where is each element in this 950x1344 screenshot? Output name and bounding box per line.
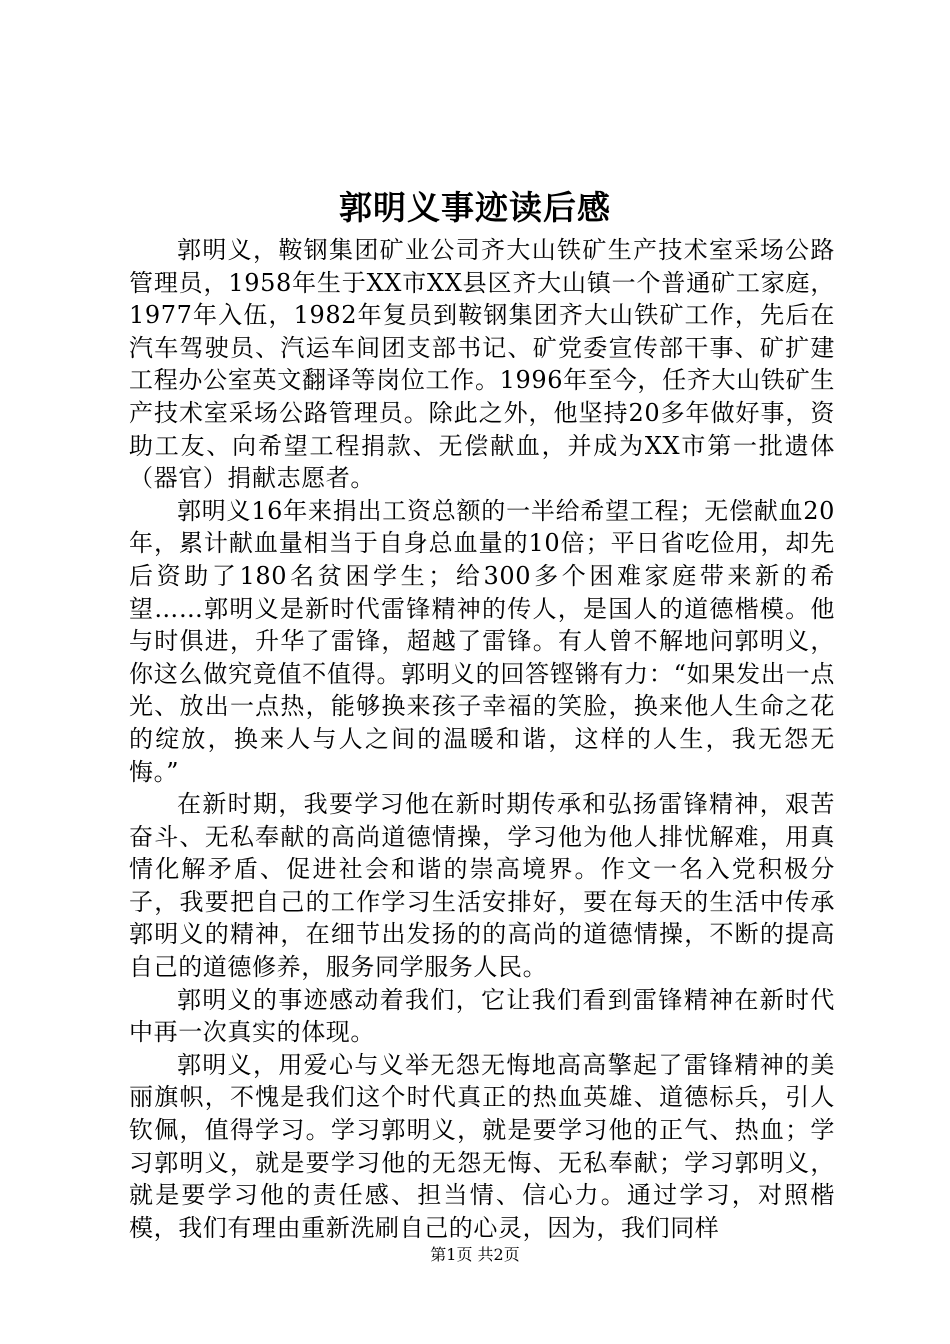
paragraph-4: 郭明义的事迹感动着我们，它让我们看到雷锋精神在新时代中再一次真实的体现。 — [129, 985, 835, 1047]
paragraph-3: 在新时期，我要学习他在新时期传承和弘扬雷锋精神，艰苦奋斗、无私奉献的高尚道德情操，学习他为他人排忧解难，用真情化解矛盾、促进社会和谐的崇高境界。作文一名入党积极分子，我要把自己的工作学习生活安排好，要在每天的生活中传承郭明义的精神，在细节出发扬的的高尚的道德情操，不断的提高自己的道德修养，服务同学服务人民。 — [129, 790, 835, 982]
document-title: 郭明义事迹读后感 — [339, 188, 611, 227]
paragraph-5: 郭明义，用爱心与义举无怨无悔地高高擎起了雷锋精神的美丽旗帜，不愧是我们这个时代真正的热血英雄、道德标兵，引人钦佩，值得学习。学习郭明义，就是要学习他的正气、热血；学习郭明义，就是要学习他的无怨无悔、无私奉献；学习郭明义，就是要学习他的责任感、担当情、信心力。通过学习，对照楷模，我们有理由重新洗刷自己的心灵，因为，我们同样 — [129, 1050, 835, 1242]
paragraph-1: 郭明义，鞍钢集团矿业公司齐大山铁矿生产技术室采场公路管理员，1958年生于XX市XX县区齐大山镇一个普通矿工家庭，1977年入伍，1982年复员到鞍钢集团齐大山铁矿工作，先后在汽车驾驶员、汽运车间团支部书记、矿党委宣传部干事、矿扩建工程办公室英文翻译等岗位工作。1996年至今，任齐大山铁矿生产技术室采场公路管理员。除此之外，他坚持20多年做好事，资助工友、向希望工程捐款、无偿献血，并成为XX市第一批遗体（器官）捐献志愿者。 — [129, 236, 835, 493]
document-body — [129, 234, 835, 1244]
paragraph-2: 郭明义16年来捐出工资总额的一半给希望工程；无偿献血20年，累计献血量相当于自身总血量的10倍；平日省吃俭用，却先后资助了180名贫困学生；给300多个困难家庭带来新的希望……郭明义是新时代雷锋精神的传人，是国人的道德楷模。他与时俱进，升华了雷锋，超越了雷锋。有人曾不解地问郭明义，你这么做究竟值不值得。郭明义的回答铿锵有力：“如果发出一点光、放出一点热，能够换来孩子幸福的笑脸，换来他人生命之花的绽放，换来人与人之间的温暖和谐，这样的人生，我无怨无悔。” — [129, 496, 835, 786]
page-number-footer: 第1页 共2页 — [430, 1245, 520, 1264]
